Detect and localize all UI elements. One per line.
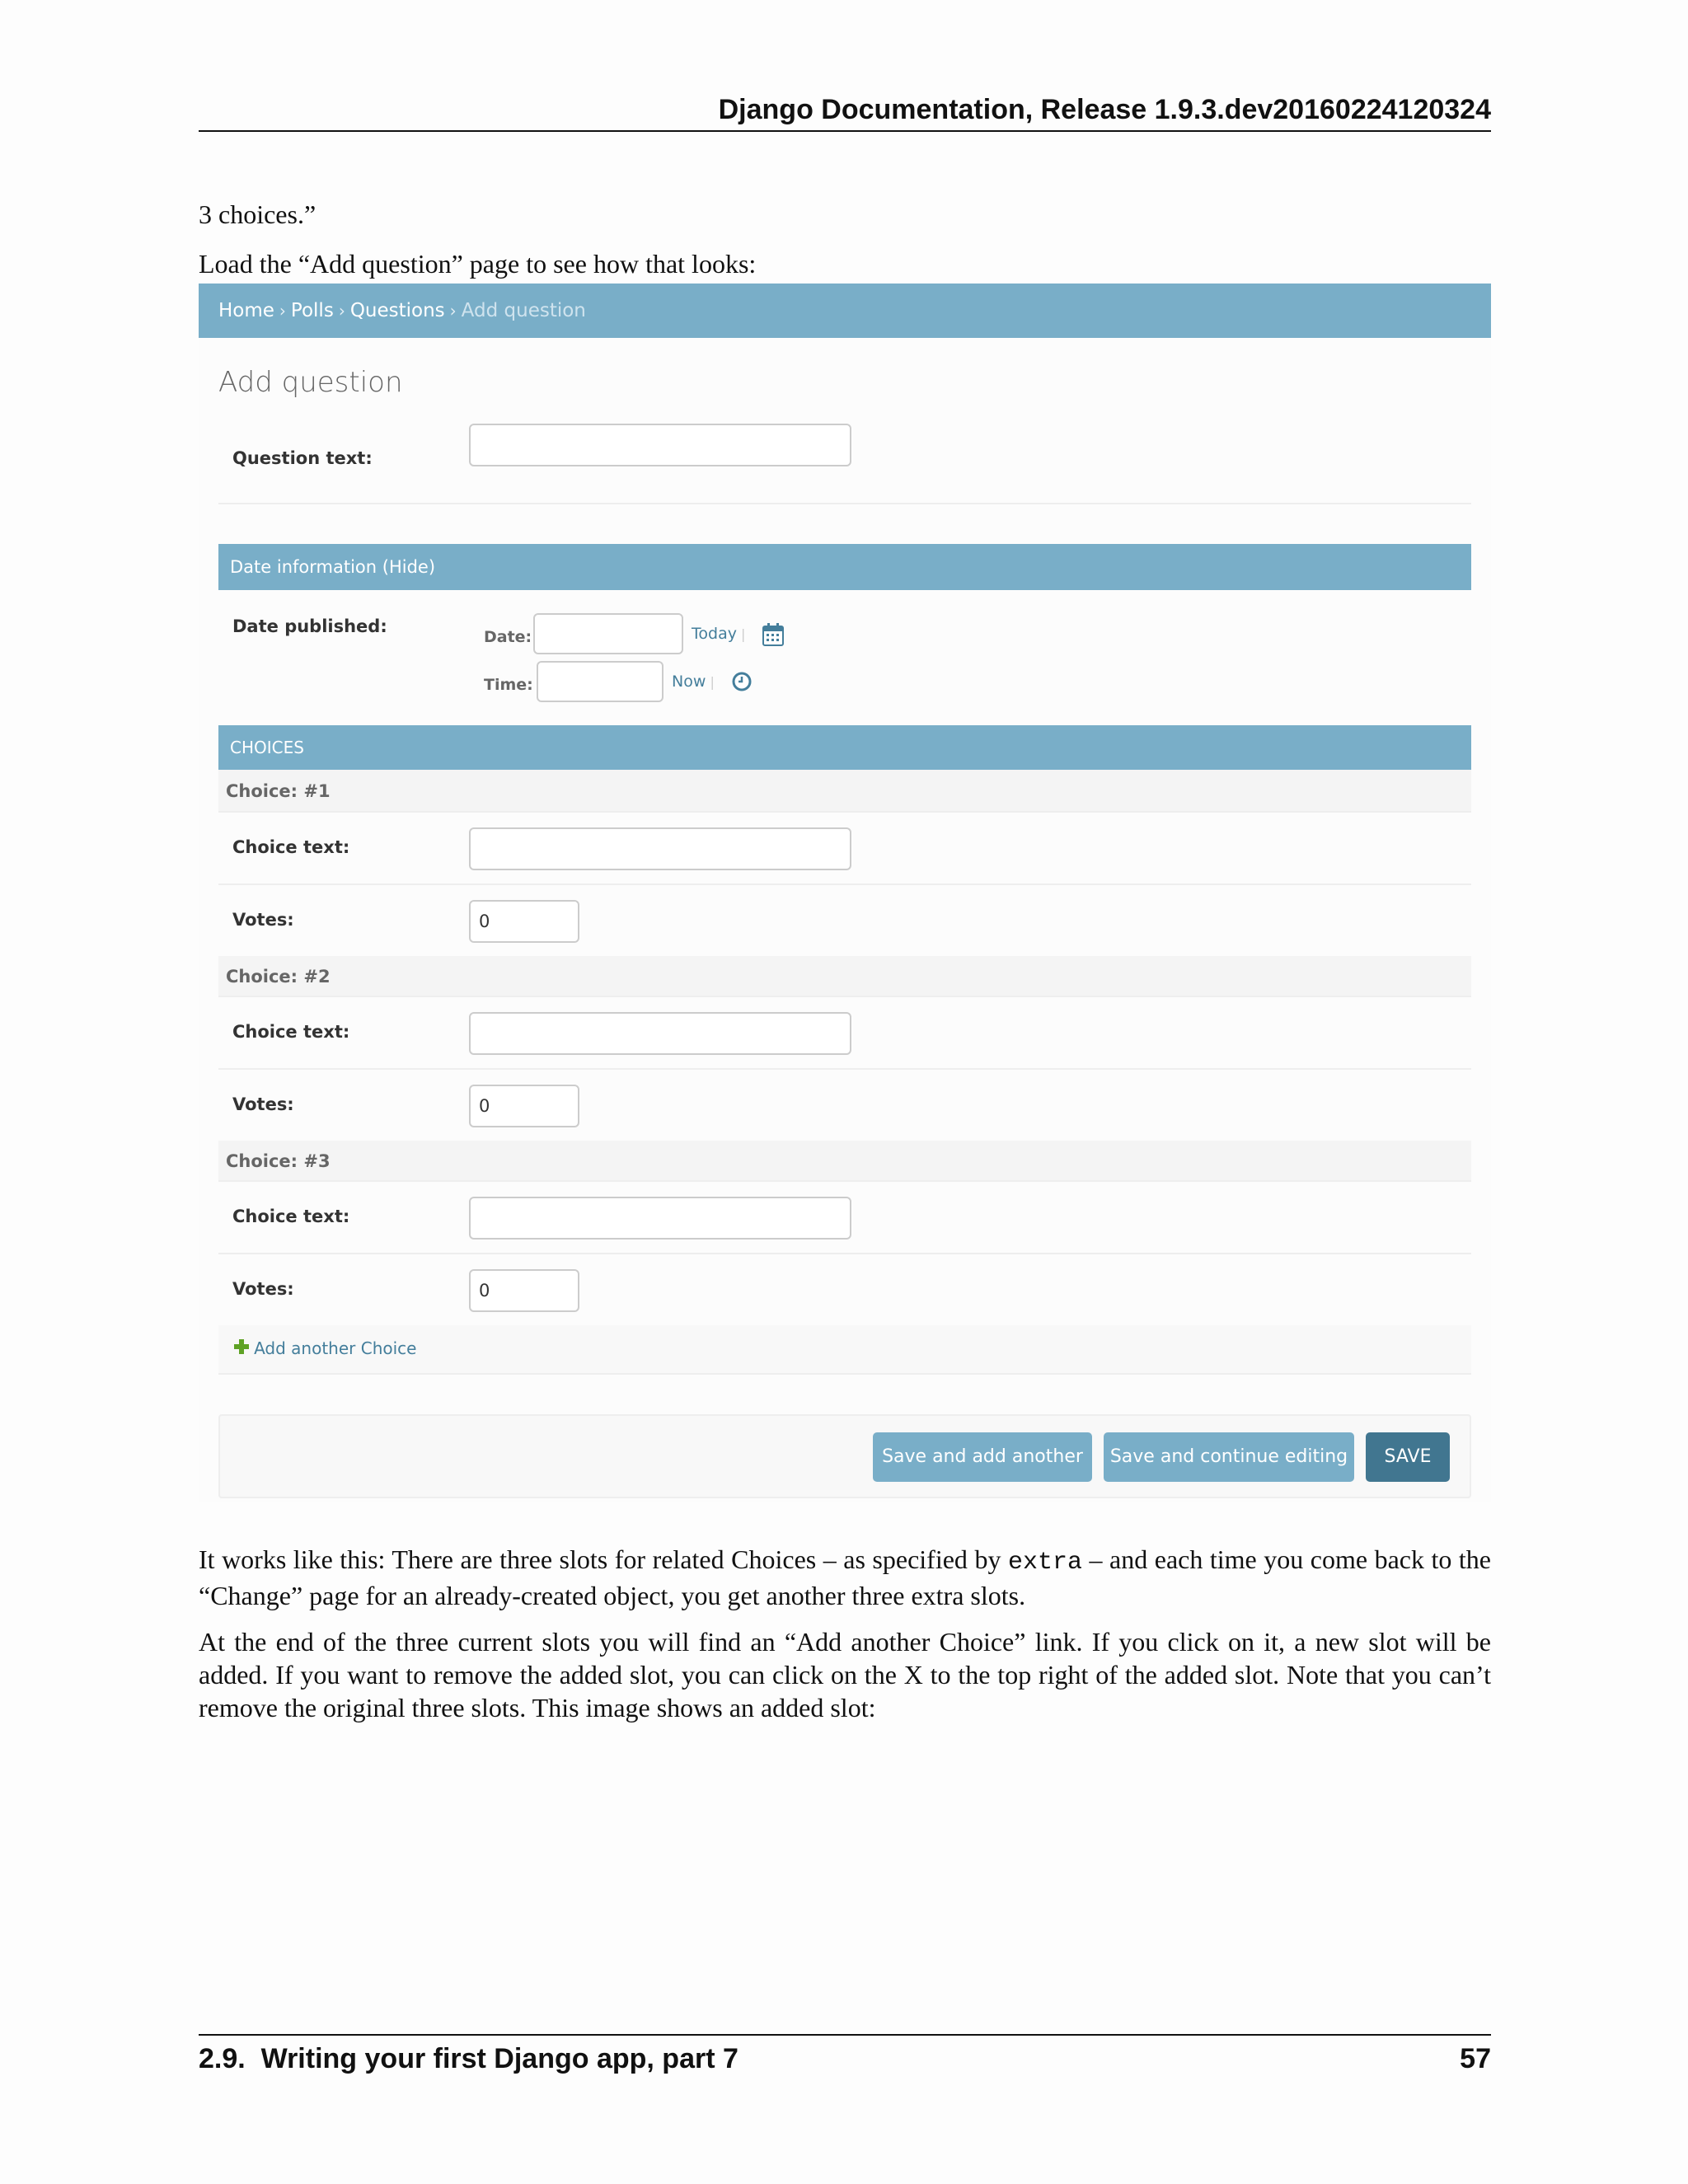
choice-1-votes-input[interactable] — [469, 900, 579, 943]
breadcrumb-separator: › — [449, 301, 457, 321]
now-link[interactable]: Now — [672, 673, 706, 691]
add-another-choice[interactable] — [233, 1338, 416, 1358]
p1-code-extra: extra — [1007, 1549, 1082, 1577]
choice-header-label: Choice: #1 — [226, 781, 331, 801]
page-header — [199, 91, 1491, 132]
choice-text-label: Choice text: — [232, 1022, 350, 1042]
now-shortcut — [672, 673, 715, 691]
breadcrumb-polls[interactable]: Polls — [290, 300, 334, 321]
save-and-continue-button[interactable]: Save and continue editing — [1104, 1432, 1354, 1482]
choice-2-text-input[interactable] — [469, 1012, 851, 1055]
admin-screenshot — [199, 284, 1491, 1502]
intro-line-1: 3 choices.” — [199, 199, 316, 229]
add-another-link[interactable]: Add another Choice — [254, 1338, 417, 1358]
time-input[interactable] — [537, 661, 663, 702]
p1-text-after: – and each time you come back to the “Change” page for an already-created object, you get another three extra slots. — [199, 1544, 1492, 1610]
footer-section: 2.9. Writing your first Django app, part 7 — [199, 2043, 738, 2074]
date-info-heading: Date information (Hide) — [230, 557, 436, 577]
body-paragraph-1 — [199, 1543, 1491, 1612]
page-footer — [199, 2034, 1491, 2082]
choice-2-header — [218, 956, 1471, 997]
choice-3-votes-row — [218, 1254, 1471, 1327]
doc-title: Django Documentation, Release 1.9.3.dev20160224120324 — [718, 94, 1491, 125]
time-label: Time: — [484, 676, 533, 694]
date-input[interactable] — [533, 613, 683, 654]
page-title: Add question — [218, 366, 403, 399]
page-number: 57 — [1460, 2043, 1491, 2074]
plus-icon — [233, 1338, 250, 1358]
choice-1-votes-row — [218, 885, 1471, 958]
choices-header — [218, 725, 1471, 770]
choice-3-text-row — [218, 1182, 1471, 1254]
p1-text-before: It works like this: There are three slots for related Choices – as specified by — [199, 1544, 1008, 1574]
save-button[interactable]: SAVE — [1366, 1432, 1450, 1482]
choice-3-votes-input[interactable] — [469, 1269, 579, 1312]
date-published-row — [218, 590, 1471, 702]
submit-row — [218, 1414, 1471, 1498]
date-published-label: Date published: — [232, 616, 387, 636]
question-text-row — [218, 424, 1471, 504]
choice-2-text-row — [218, 997, 1471, 1070]
body-paragraph-2: At the end of the three current slots you will find an “Add another Choice” link. If you click on it, a new slot will be added. If you want to remove the added slot, you can click on the X to the top right of the added slot. Note that you can’t remove the original three slots. This image shows an added slot: — [199, 1627, 1491, 1722]
date-info-header[interactable] — [218, 544, 1471, 590]
choice-1-header — [218, 770, 1471, 813]
votes-label: Votes: — [232, 1094, 294, 1114]
choice-3-text-input[interactable] — [469, 1197, 851, 1240]
question-text-label: Question text: — [232, 448, 373, 468]
choice-header-label: Choice: #3 — [226, 1151, 331, 1171]
breadcrumb-current: Add question — [461, 300, 586, 321]
choice-header-label: Choice: #2 — [226, 967, 331, 987]
breadcrumb-home[interactable]: Home — [218, 300, 274, 321]
save-and-add-another-button[interactable]: Save and add another — [873, 1432, 1092, 1482]
add-another-row — [218, 1325, 1471, 1375]
breadcrumb — [199, 284, 1491, 338]
question-text-input[interactable] — [469, 424, 851, 466]
clock-icon[interactable] — [731, 671, 753, 696]
intro-line-2: Load the “Add question” page to see how that looks: — [199, 249, 757, 279]
choice-3-header — [218, 1141, 1471, 1182]
choice-text-label: Choice text: — [232, 1207, 350, 1226]
votes-label: Votes: — [232, 910, 294, 930]
shortcut-divider: | — [741, 626, 746, 642]
choice-1-text-input[interactable] — [469, 827, 851, 870]
choice-2-votes-input[interactable] — [469, 1085, 579, 1127]
breadcrumb-separator: › — [279, 301, 286, 321]
choice-text-label: Choice text: — [232, 837, 350, 857]
today-shortcut — [692, 625, 745, 643]
choice-2-votes-row — [218, 1070, 1471, 1142]
breadcrumb-questions[interactable]: Questions — [349, 300, 445, 321]
breadcrumb-separator: › — [338, 301, 345, 321]
calendar-icon[interactable] — [762, 623, 784, 649]
choices-heading: CHOICES — [230, 738, 304, 757]
shortcut-divider: | — [710, 674, 715, 690]
votes-label: Votes: — [232, 1279, 294, 1299]
date-label: Date: — [484, 628, 532, 646]
choice-1-text-row — [218, 813, 1471, 885]
today-link[interactable]: Today — [692, 625, 737, 643]
